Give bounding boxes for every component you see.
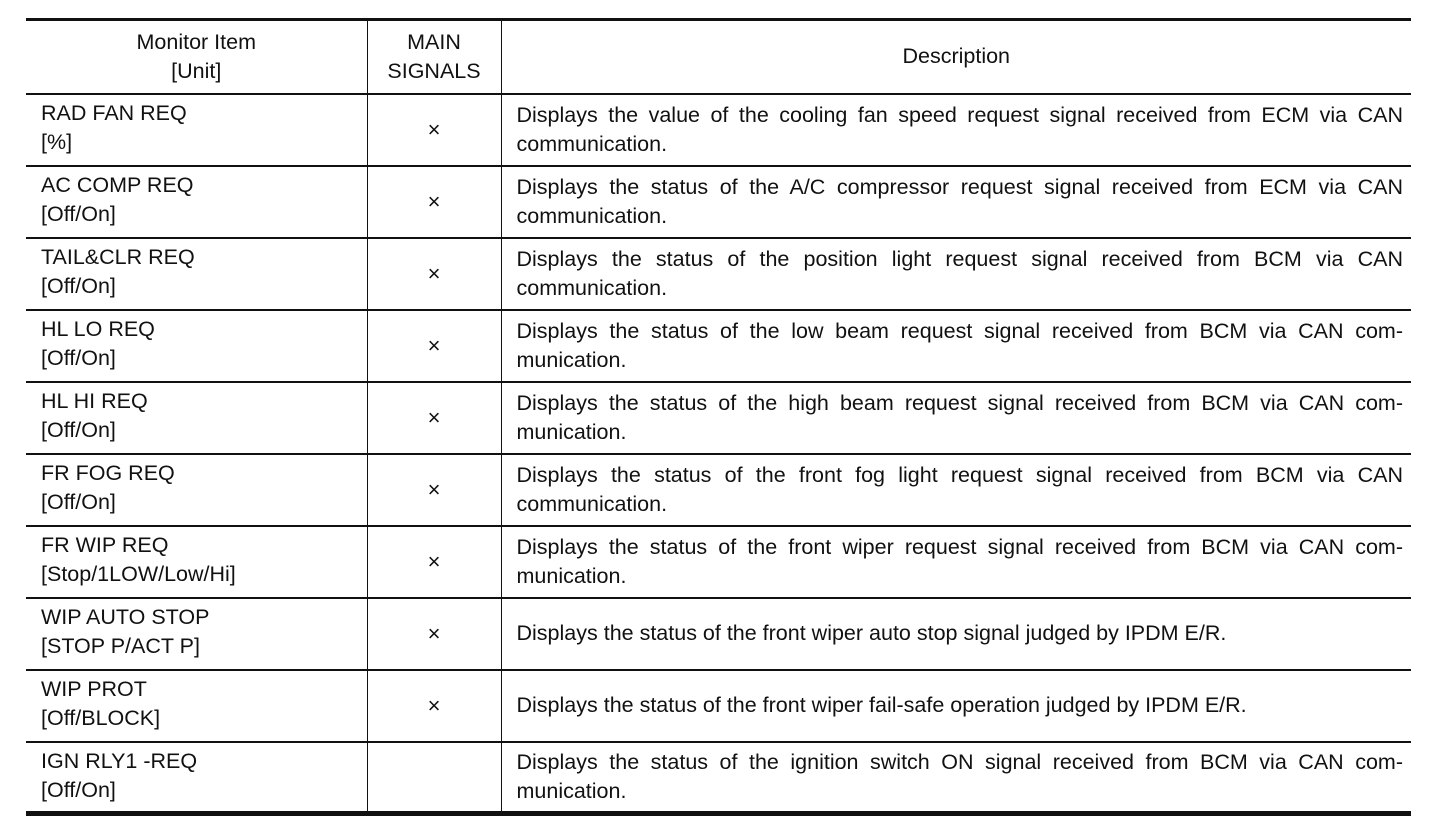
description-cell: Displays the status of the position light request signal received from BCM via CAN communication. xyxy=(501,238,1411,310)
main-signal-mark: × xyxy=(367,670,501,742)
monitor-item-name: HL HI REQ xyxy=(41,388,148,413)
monitor-item-name: WIP AUTO STOP xyxy=(41,604,210,629)
monitor-item-table-container xyxy=(26,18,1411,816)
monitor-item-name: FR FOG REQ xyxy=(41,460,175,485)
description-cell: Displays the status of the front wiper auto stop signal judged by IPDM E/R. xyxy=(501,598,1411,670)
monitor-item-unit: [Off/On] xyxy=(41,201,116,226)
main-signal-mark: × xyxy=(367,310,501,382)
header-monitor-item-label: Monitor Item xyxy=(136,29,256,54)
description-cell: Displays the status of the ignition switch ON signal received from BCM via CAN com-munication. xyxy=(501,742,1411,814)
header-main-signals xyxy=(367,20,501,94)
table-row xyxy=(26,598,1411,670)
main-signal-mark: × xyxy=(367,598,501,670)
table-body xyxy=(26,94,1411,814)
header-main-label: MAIN xyxy=(407,29,461,54)
table-row xyxy=(26,526,1411,598)
description-cell: Displays the status of the front wiper fail-safe operation judged by IPDM E/R. xyxy=(501,670,1411,742)
monitor-item-cell xyxy=(26,670,367,742)
table-row xyxy=(26,454,1411,526)
monitor-item-cell xyxy=(26,382,367,454)
monitor-item-cell xyxy=(26,526,367,598)
monitor-item-name: RAD FAN REQ xyxy=(41,100,187,125)
main-signal-mark: × xyxy=(367,454,501,526)
monitor-item-cell xyxy=(26,310,367,382)
monitor-item-cell xyxy=(26,166,367,238)
monitor-item-table xyxy=(26,18,1411,816)
description-cell: Displays the status of the high beam request signal received from BCM via CAN com-munication. xyxy=(501,382,1411,454)
header-unit-label: [Unit] xyxy=(171,58,222,83)
table-row xyxy=(26,94,1411,166)
table-row xyxy=(26,382,1411,454)
main-signal-mark: × xyxy=(367,382,501,454)
monitor-item-name: AC COMP REQ xyxy=(41,172,194,197)
description-cell: Displays the value of the cooling fan speed request signal received from ECM via CAN communication. xyxy=(501,94,1411,166)
table-row xyxy=(26,742,1411,814)
table-row xyxy=(26,166,1411,238)
monitor-item-name: WIP PROT xyxy=(41,676,147,701)
description-cell: Displays the status of the front wiper request signal received from BCM via CAN com-munication. xyxy=(501,526,1411,598)
monitor-item-unit: [Off/BLOCK] xyxy=(41,705,161,730)
description-cell: Displays the status of the front fog light request signal received from BCM via CAN communication. xyxy=(501,454,1411,526)
main-signal-mark: × xyxy=(367,94,501,166)
main-signal-mark: × xyxy=(367,526,501,598)
monitor-item-cell xyxy=(26,94,367,166)
table-row xyxy=(26,670,1411,742)
main-signal-mark: × xyxy=(367,238,501,310)
monitor-item-unit: [Off/On] xyxy=(41,273,116,298)
monitor-item-unit: [Stop/1LOW/Low/Hi] xyxy=(41,561,236,586)
monitor-item-name: IGN RLY1 -REQ xyxy=(41,748,198,773)
monitor-item-cell xyxy=(26,598,367,670)
monitor-item-unit: [Off/On] xyxy=(41,777,116,802)
monitor-item-name: FR WIP REQ xyxy=(41,532,169,557)
main-signal-mark: × xyxy=(367,166,501,238)
header-description: Description xyxy=(501,20,1411,94)
main-signal-mark xyxy=(367,742,501,814)
table-row xyxy=(26,310,1411,382)
header-monitor-item xyxy=(26,20,367,94)
monitor-item-unit: [Off/On] xyxy=(41,345,116,370)
header-signals-label: SIGNALS xyxy=(387,58,481,83)
monitor-item-cell xyxy=(26,454,367,526)
monitor-item-unit: [STOP P/ACT P] xyxy=(41,633,200,658)
monitor-item-cell xyxy=(26,238,367,310)
header-row xyxy=(26,20,1411,94)
monitor-item-cell xyxy=(26,742,367,814)
table-row xyxy=(26,238,1411,310)
description-cell: Displays the status of the low beam request signal received from BCM via CAN com-munication. xyxy=(501,310,1411,382)
monitor-item-unit: [Off/On] xyxy=(41,417,116,442)
monitor-item-unit: [Off/On] xyxy=(41,489,116,514)
monitor-item-name: TAIL&CLR REQ xyxy=(41,244,195,269)
monitor-item-name: HL LO REQ xyxy=(41,316,155,341)
description-cell: Displays the status of the A/C compressor request signal received from ECM via CAN communication. xyxy=(501,166,1411,238)
monitor-item-unit: [%] xyxy=(41,129,73,154)
table-header xyxy=(26,20,1411,94)
